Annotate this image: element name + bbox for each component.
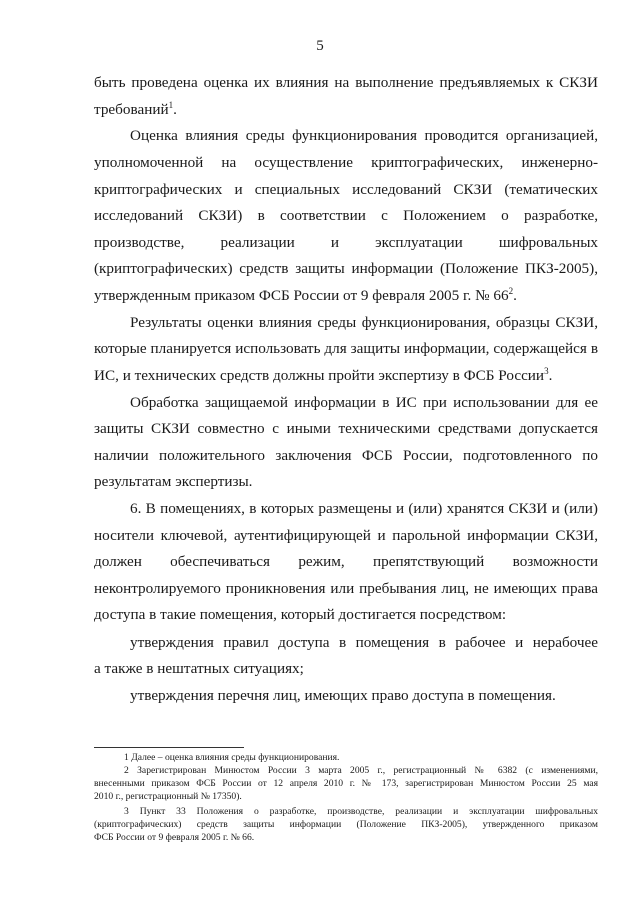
footnote-line: (криптографических) средств защиты информации (Положение ПКЗ-2005), утвержденного приказом bbox=[94, 819, 598, 830]
text-fragment: ИС, и технических средств должны пройти экспертизу в ФСБ России bbox=[94, 367, 545, 384]
text-line: уполномоченной на осуществление криптографических, инженерно- bbox=[94, 154, 598, 171]
text-line: а также в нештатных ситуациях; bbox=[94, 660, 304, 677]
text-line: защиты СКЗИ совместно с иными техническими средствами допускается bbox=[94, 420, 598, 437]
text-line bbox=[94, 366, 598, 386]
footnote-line: 2 Зарегистрирован Минюстом России 3 марта 2005 г., регистрационный № 6382 (с изменениями, bbox=[124, 765, 598, 776]
text-line: (криптографических) средств защиты информации (Положение ПКЗ-2005), bbox=[94, 260, 598, 277]
text-line: быть проведена оценка их влияния на выполнение предъявляемых к СКЗИ bbox=[94, 74, 598, 91]
text-line: исследований СКЗИ) в соответствии с Положением о разработке, bbox=[94, 207, 598, 224]
text-line: утверждения перечня лиц, имеющих право доступа в помещения. bbox=[130, 687, 556, 704]
text-line: Оценка влияния среды функционирования проводится организацией, bbox=[130, 127, 598, 144]
text-line bbox=[94, 100, 598, 120]
footnote-line: 1 Далее – оценка влияния среды функционирования. bbox=[124, 752, 340, 763]
text-line: утверждения правил доступа в помещения в рабочее и нерабочее bbox=[130, 634, 598, 651]
text-line bbox=[94, 286, 598, 306]
footnote-line: 3 Пункт 33 Положения о разработке, производстве, реализации и эксплуатации шифровальных bbox=[124, 806, 598, 817]
text-fragment: . bbox=[513, 287, 517, 304]
text-line: результатам экспертизы. bbox=[94, 473, 253, 490]
text-fragment: утвержденным приказом ФСБ России от 9 февраля 2005 г. № 66 bbox=[94, 287, 509, 304]
text-line: Результаты оценки влияния среды функционирования, образцы СКЗИ, bbox=[130, 314, 598, 331]
text-line: 6. В помещениях, в которых размещены и (или) хранятся СКЗИ и (или) bbox=[130, 500, 598, 517]
text-fragment: . bbox=[548, 367, 553, 384]
text-line: криптографических и специальных исследований СКЗИ (тематических bbox=[94, 181, 598, 198]
footnote-line: ФСБ России от 9 февраля 2005 г. № 66. bbox=[94, 832, 255, 843]
footnote-line: внесенными приказом ФСБ России от 12 апреля 2010 г. № 173, зарегистрирован Минюстом России 25 мая bbox=[94, 778, 598, 789]
footnote-mark: 2 bbox=[508, 286, 514, 296]
footnote-divider bbox=[94, 747, 244, 748]
text-line: которые планируется использовать для защиты информации, содержащейся в bbox=[94, 340, 598, 357]
text-line: наличии положительного заключения ФСБ России, подготовленного по bbox=[94, 447, 598, 464]
text-line: производстве, реализации и эксплуатации шифровальных bbox=[94, 234, 598, 251]
text-line: должен обеспечиваться режим, препятствующий возможности bbox=[94, 553, 598, 570]
page-number: 5 bbox=[316, 38, 324, 54]
text-line: доступа в такие помещения, который достигается посредством: bbox=[94, 606, 507, 623]
text-fragment: требований bbox=[94, 101, 169, 118]
text-line: Обработка защищаемой информации в ИС при использовании для ее bbox=[130, 394, 598, 411]
text-line: носители ключевой, аутентифицирующей и парольной информации СКЗИ, bbox=[94, 527, 598, 544]
footnote-line: 2010 г., регистрационный № 17350). bbox=[94, 791, 242, 802]
text-line: неконтролируемого проникновения или пребывания лиц, не имеющих права bbox=[94, 580, 598, 597]
footnote-mark: 1 bbox=[168, 100, 174, 110]
footnote-mark: 3 bbox=[544, 366, 549, 376]
text-fragment: . bbox=[173, 101, 177, 118]
